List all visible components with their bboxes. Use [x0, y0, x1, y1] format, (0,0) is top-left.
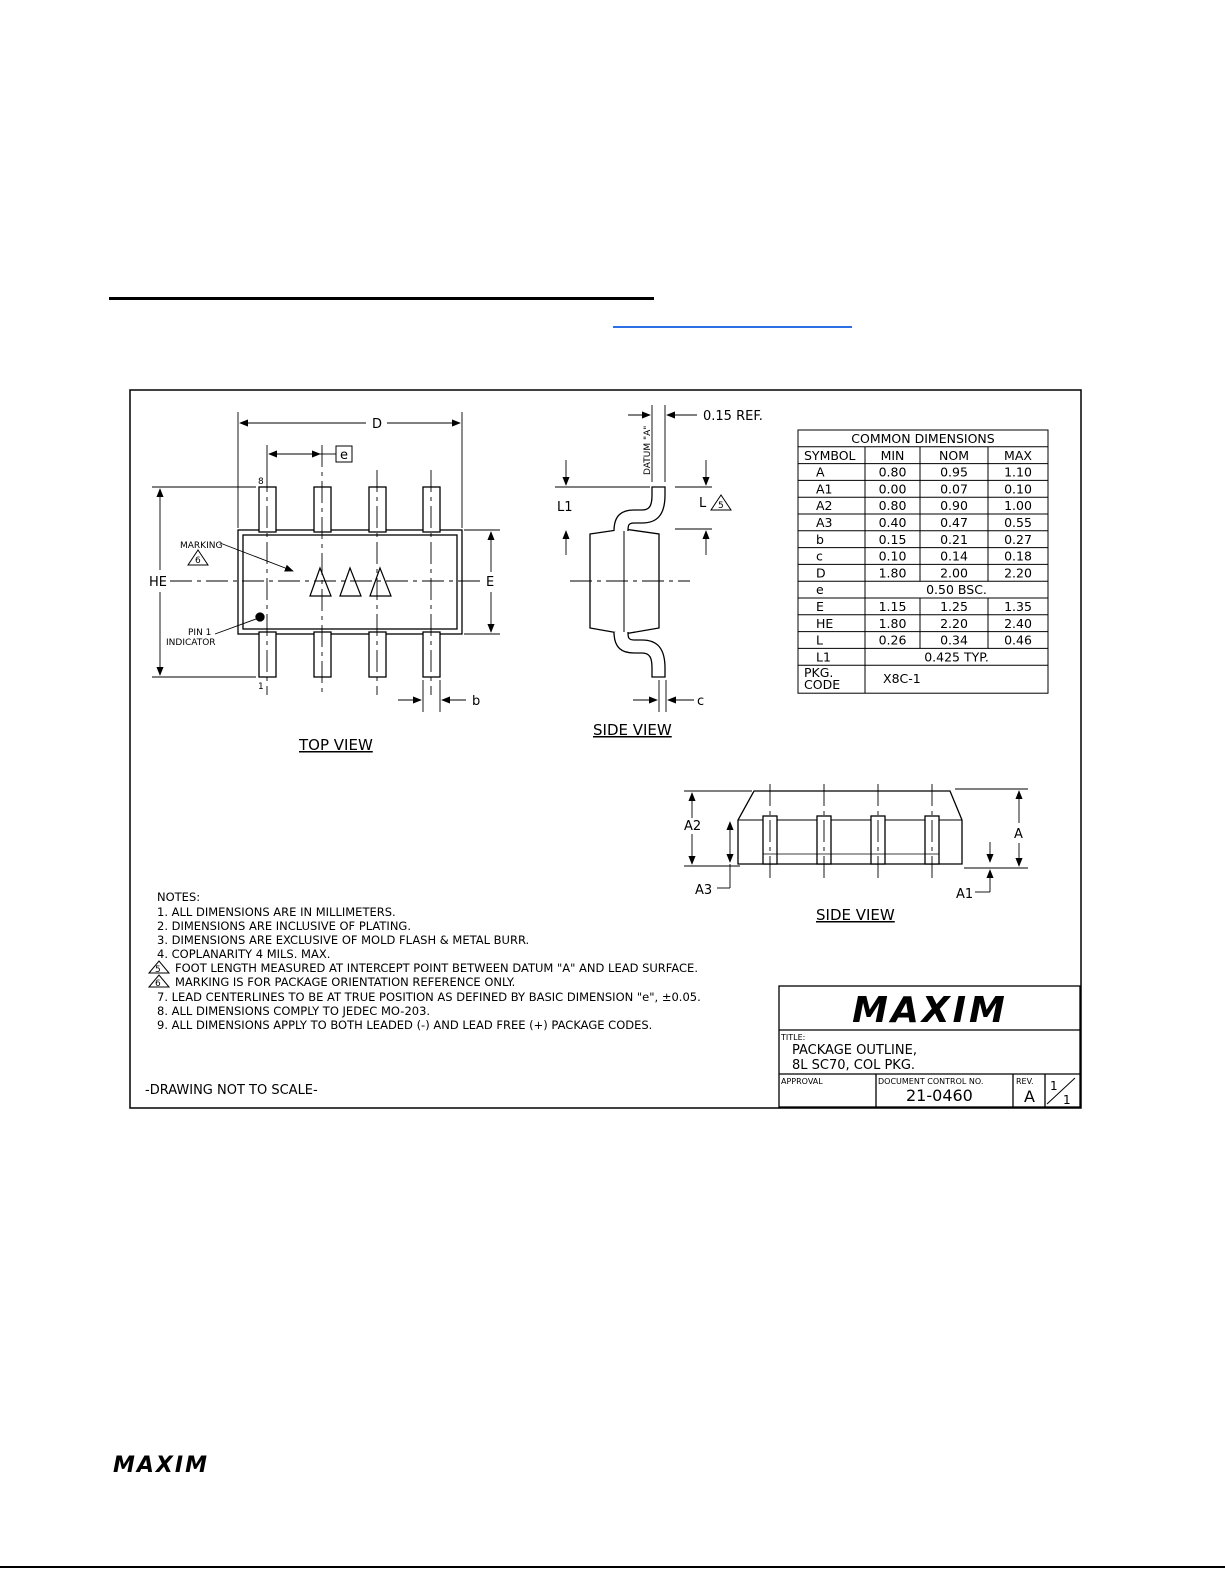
table-cell: 0.47 [940, 515, 968, 530]
maxim-logo: MAXIM [852, 990, 1008, 1031]
sheet-number: 1 [1050, 1079, 1058, 1093]
dim-L: L [699, 496, 707, 511]
pin1-label: PIN 1 [188, 628, 212, 638]
table-cell: 2.40 [1004, 615, 1032, 631]
table-header: MIN [880, 447, 905, 463]
marking-triangle [310, 568, 331, 596]
dim-A1: A1 [956, 887, 974, 902]
table-header: NOM [939, 447, 969, 463]
footer-logo-text: MAXIM [113, 1453, 209, 1476]
dim-e: e [340, 448, 348, 463]
table-cell: 2.20 [940, 615, 968, 631]
not-to-scale: -DRAWING NOT TO SCALE- [145, 1083, 318, 1098]
table-cell: 0.80 [878, 464, 907, 480]
title-line-1: PACKAGE OUTLINE, [792, 1043, 917, 1058]
dim-A2: A2 [684, 819, 702, 834]
table-cell-symbol: b [816, 531, 824, 547]
note-item: 8. ALL DIMENSIONS COMPLY TO JEDEC MO-203. [157, 1004, 431, 1018]
page-bottom-rule [0, 1566, 1225, 1568]
table-cell-span: 0.50 BSC. [926, 582, 987, 598]
table-cell-symbol: A1 [816, 481, 833, 497]
top-view [152, 412, 500, 712]
rev-label: REV. [1016, 1077, 1034, 1086]
table-cell: 0.26 [878, 632, 907, 648]
note-item: FOOT LENGTH MEASURED AT INTERCEPT POINT BETWEEN DATUM "A" AND LEAD SURFACE. [175, 961, 698, 975]
lead [369, 487, 386, 532]
table-cell: 2.00 [940, 565, 968, 581]
note-item: 4. COPLANARITY 4 MILS. MAX. [157, 947, 331, 961]
title-block-text [780, 990, 1071, 1107]
dim-E: E [486, 575, 495, 590]
lead [423, 632, 440, 677]
table-cell: 0.55 [1004, 515, 1032, 530]
table-cell-symbol: E [816, 599, 824, 614]
table-cell: 0.07 [940, 481, 968, 497]
table-cell-symbol: e [816, 582, 824, 598]
note-item: 2. DIMENSIONS ARE INCLUSIVE OF PLATING. [157, 919, 411, 933]
table-cell: 1.15 [878, 599, 907, 614]
title-label: TITLE: [781, 1033, 806, 1042]
table-cell: 0.34 [940, 632, 968, 648]
dim-c: c [697, 694, 705, 709]
dim-b: b [472, 694, 481, 709]
pin8-label: 8 [258, 477, 264, 487]
doc-number: 21-0460 [906, 1086, 973, 1105]
table-cell: 1.35 [1004, 599, 1032, 614]
note5-marker: 5 [718, 501, 724, 511]
table-cell: 0.18 [1004, 548, 1032, 564]
marking-label: MARKING [180, 541, 223, 551]
notes-heading: NOTES: [157, 890, 201, 904]
lead [259, 487, 276, 532]
table-cell-symbol: L1 [816, 649, 831, 665]
table-cell-symbol: L [816, 632, 823, 648]
lead [314, 487, 331, 532]
lead [259, 632, 276, 677]
pin1-number: 1 [258, 682, 264, 692]
lead [314, 632, 331, 677]
table-cell: 0.10 [878, 548, 907, 564]
lead [423, 487, 440, 532]
table-cell-symbol: D [816, 565, 826, 581]
table-cell: 1.25 [940, 599, 968, 614]
doc-control-label: DOCUMENT CONTROL NO. [878, 1077, 984, 1086]
table-cell: 0.95 [940, 464, 968, 480]
marking-triangle [340, 568, 361, 596]
table-cell: 1.00 [1004, 498, 1032, 514]
side-view-2 [684, 784, 1028, 892]
table-cell-span: 0.425 TYP. [924, 649, 989, 665]
dim-D: D [372, 417, 383, 432]
table-cell: 0.00 [878, 481, 907, 497]
table-cell: 0.14 [940, 548, 968, 564]
lead [369, 632, 386, 677]
pkg-code-value: X8C-1 [883, 671, 921, 687]
dim-A3: A3 [695, 883, 713, 898]
dim-L1: L1 [557, 500, 573, 515]
marking-triangle [370, 568, 391, 596]
approval-label: APPROVAL [781, 1077, 823, 1086]
table-cell: 0.46 [1004, 632, 1032, 648]
pkg-code-label: CODE [804, 677, 841, 693]
table-cell-symbol: A3 [816, 515, 833, 530]
table-cell: 0.90 [940, 498, 968, 514]
table-cell: 1.80 [878, 565, 907, 581]
table-cell: 0.10 [1004, 481, 1032, 497]
datum-label: DATUM "A" [643, 425, 653, 475]
side-view-1-labels [557, 409, 763, 739]
table-cell: 0.21 [940, 531, 968, 547]
table-cell: 0.40 [878, 515, 907, 530]
side-view-title-1: SIDE VIEW [593, 721, 672, 739]
ref-label: 0.15 REF. [703, 409, 763, 424]
rev-value: A [1024, 1087, 1035, 1106]
table-cell-symbol: HE [816, 615, 834, 631]
note-5-number: 5 [155, 965, 161, 975]
pkg-code-label: PKG. [804, 665, 834, 681]
footer-maxim-logo [113, 1452, 258, 1476]
note-item: 1. ALL DIMENSIONS ARE IN MILLIMETERS. [157, 905, 396, 919]
note-item: 9. ALL DIMENSIONS APPLY TO BOTH LEADED (-) AND LEAD FREE (+) PACKAGE CODES. [157, 1018, 653, 1032]
top-view-title: TOP VIEW [299, 736, 373, 754]
marking-note-number: 6 [195, 556, 201, 566]
table-cell: 0.27 [1004, 531, 1032, 547]
table-title: COMMON DIMENSIONS [851, 431, 995, 446]
table-cell: 0.15 [878, 531, 907, 547]
dim-HE: HE [149, 575, 167, 590]
table-header: SYMBOL [804, 447, 856, 463]
notes-block [145, 890, 701, 1098]
sheet-total: 1 [1063, 1093, 1071, 1107]
table-cell: 2.20 [1004, 565, 1032, 581]
note-item: 7. LEAD CENTERLINES TO BE AT TRUE POSITION AS DEFINED BY BASIC DIMENSION "e", ±0.05. [157, 990, 701, 1004]
table-cell: 0.80 [878, 498, 907, 514]
package-body [238, 530, 462, 634]
pin1-indicator-label: INDICATOR [166, 638, 216, 648]
table-cell-symbol: A [816, 464, 825, 480]
title-line-2: 8L SC70, COL PKG. [792, 1058, 916, 1073]
note-item: MARKING IS FOR PACKAGE ORIENTATION REFERENCE ONLY. [175, 975, 516, 989]
note-6-number: 6 [155, 979, 161, 989]
table-cell: 1.80 [878, 615, 907, 631]
pin1-dot [256, 613, 264, 621]
table-header: MAX [1004, 447, 1032, 463]
side-view-title-2: SIDE VIEW [816, 906, 895, 924]
table-cell-symbol: c [816, 548, 823, 564]
note-item: 3. DIMENSIONS ARE EXCLUSIVE OF MOLD FLASH & METAL BURR. [157, 933, 530, 947]
table-cell-symbol: A2 [816, 498, 833, 514]
dim-A: A [1014, 827, 1023, 842]
common-dimensions-table [798, 430, 1048, 693]
table-cell: 1.10 [1004, 464, 1032, 480]
top-view-labels [149, 417, 494, 754]
